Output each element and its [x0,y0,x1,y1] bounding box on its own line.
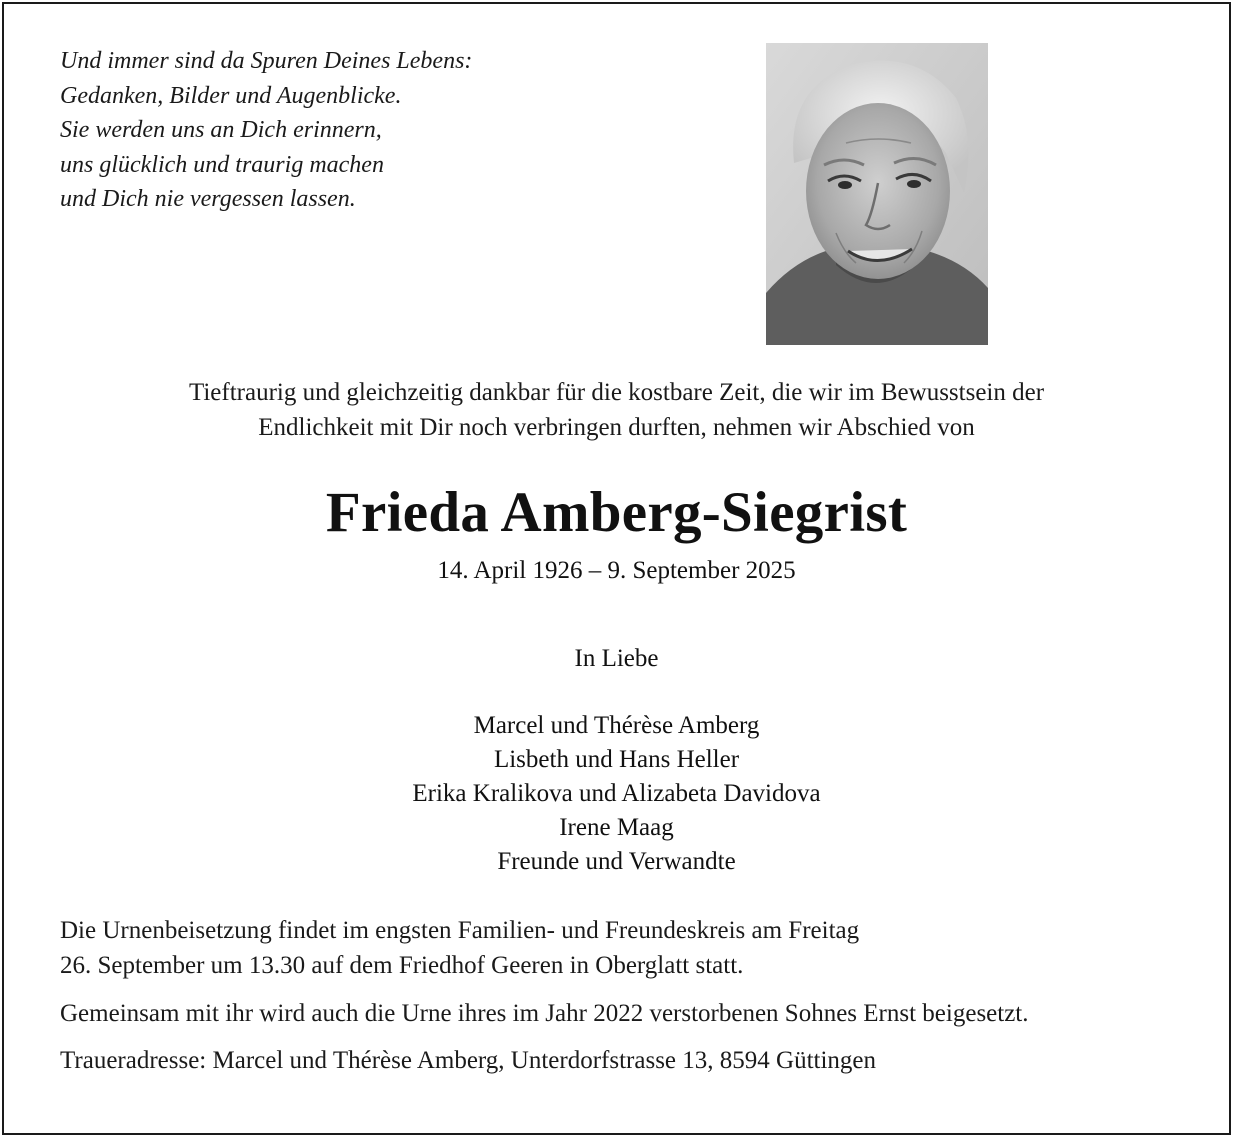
mourner-name: Erika Kralikova und Alizabeta Davidova [412,780,821,807]
intro-line: Endlichkeit mit Dir noch verbringen durften, nehmen wir Abschied von [258,414,975,441]
deceased-name: Frieda Amberg-Siegrist [325,481,908,544]
mourner-name: Lisbeth und Hans Heller [493,746,740,773]
in-love-line: In Liebe [574,645,659,672]
intro-line: Tieftraurig und gleichzeitig dankbar für die kostbare Zeit, die wir im Bewusstsein der [188,379,1045,406]
urn-notice [60,996,1210,1031]
poem-line: Und immer sind da Spuren Deines Lebens: [60,48,473,74]
mourner-name: Irene Maag [559,814,674,841]
intro-text [0,375,1233,445]
poem-line: Gedanken, Bilder und Augenblicke. [60,82,402,109]
burial-line: Die Urnenbeisetzung findet im engsten Familien- und Freundeskreis am Freitag [60,917,860,944]
portrait-photo [766,43,988,345]
address-line: Traueradresse: Marcel und Thérèse Amberg, Unterdorfstrasse 13, 8594 Güttingen [60,1047,877,1074]
poem-line: uns glücklich und traurig machen [60,151,384,178]
urn-line: Gemeinsam mit ihr wird auch die Urne ihres im Jahr 2022 verstorbenen Sohnes Ernst beigesetzt. [60,1000,1029,1027]
mourner-name: Freunde und Verwandte [497,848,736,875]
mourner-name: Marcel und Thérèse Amberg [473,712,760,739]
mourners-list [0,709,1233,879]
poem-line: Sie werden uns an Dich erinnern, [60,117,382,143]
burial-line: 26. September um 13.30 auf dem Friedhof Geeren in Oberglatt statt. [60,952,744,979]
memorial-poem [60,44,620,217]
burial-notice [60,913,1210,983]
mourning-address [60,1043,1210,1078]
life-dates: 14. April 1926 – 9. September 2025 [437,557,796,584]
poem-line: und Dich nie vergessen lassen. [60,186,356,212]
